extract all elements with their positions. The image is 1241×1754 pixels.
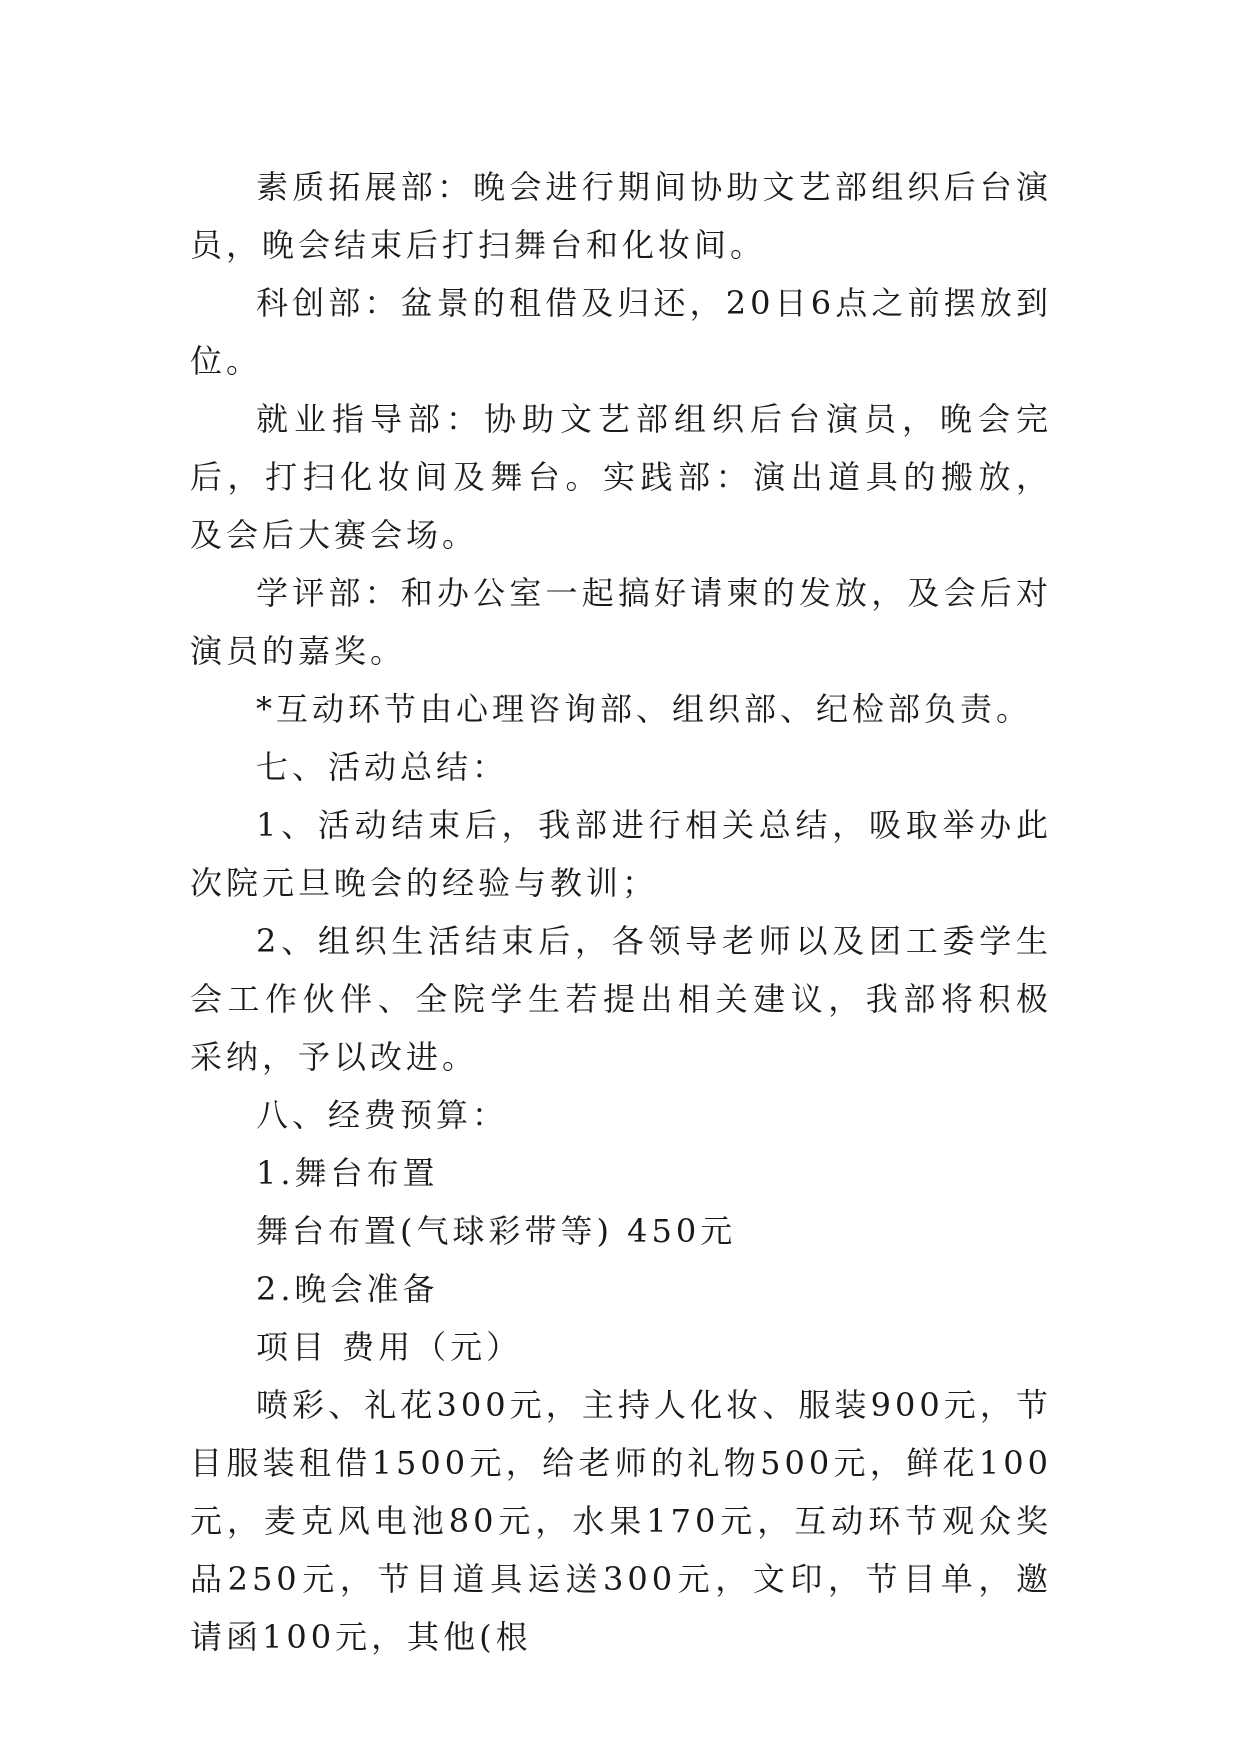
budget-table-header: 项目 费用（元） (256, 1328, 523, 1366)
paragraph-zongjie-2: 2、组织生活结束后，各领导老师以及团工委学生会工作伙伴、全院学生若提出相关建议，我部将积极采纳，予以改进。 (190, 922, 1052, 1076)
paragraph-zongjie-1: 1、活动结束后，我部进行相关总结，吸取举办此次院元旦晚会的经验与教训； (190, 806, 1052, 902)
paragraph-xueping: 学评部：和办公室一起搞好请柬的发放，及会后对演员的嘉奖。 (190, 574, 1052, 670)
paragraph-suzhi-tuozhan: 素质拓展部：晚会进行期间协助文艺部组织后台演员，晚会结束后打扫舞台和化妆间。 (190, 168, 1052, 264)
subheading-wanhui-zhunbei: 2.晚会准备 (256, 1270, 439, 1308)
document-body (190, 158, 1052, 1666)
paragraph-hudong-huanjie: *互动环节由心理咨询部、组织部、纪检部负责。 (256, 690, 1033, 728)
subheading-wutai-buzhi: 1.舞台布置 (256, 1154, 439, 1192)
paragraph-jiuye-zhidao: 就业指导部：协助文艺部组织后台演员，晚会完后，打扫化妆间及舞台。实践部：演出道具的搬放，及会后大赛会场。 (190, 400, 1052, 554)
heading-jingfei-yusuan: 八、经费预算： (256, 1096, 509, 1134)
paragraph-budget-items: 喷彩、礼花300元，主持人化妆、服装900元，节目服装租借1500元，给老师的礼物500元，鲜花100元，麦克风电池80元，水果170元，互动环节观众奖品250元，节目道具运送300元，文印，节目单，邀请函100元，其他(根 (190, 1386, 1052, 1656)
budget-line-wutai: 舞台布置(气球彩带等) 450元 (256, 1212, 737, 1250)
paragraph-kechuang: 科创部：盆景的租借及归还，20日6点之前摆放到位。 (190, 284, 1052, 380)
heading-huodong-zongjie: 七、活动总结： (256, 748, 509, 786)
